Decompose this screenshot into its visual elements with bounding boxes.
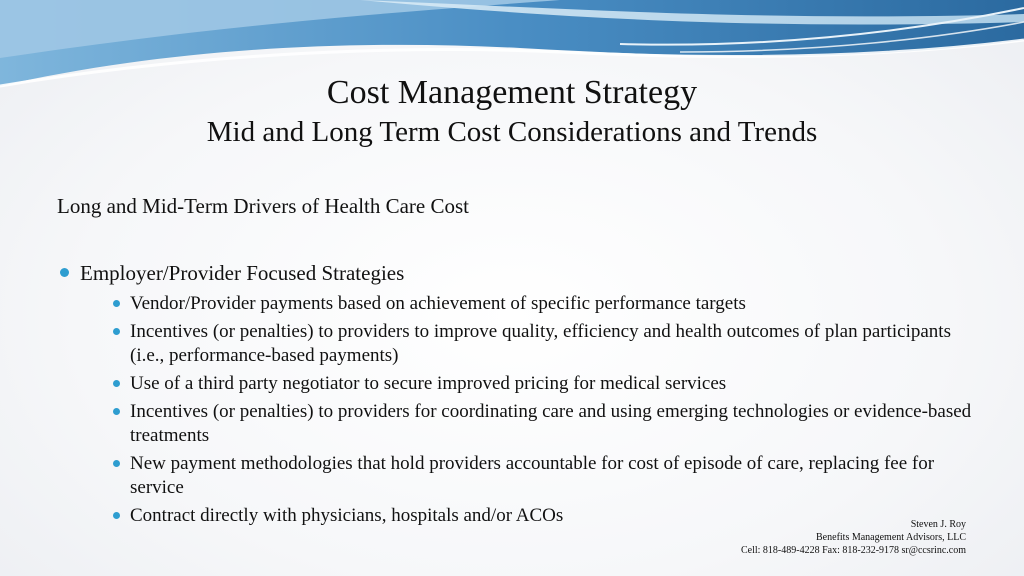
sub-bullet-item [80, 372, 980, 396]
bullet-dot-icon [113, 300, 120, 307]
bullet-dot-icon [113, 512, 120, 519]
presenter-footer [741, 518, 966, 557]
sub-bullet-item [80, 320, 980, 368]
sub-bullet-list [80, 292, 972, 528]
title-block [0, 72, 1024, 150]
bullet-list [60, 260, 972, 532]
bullet-dot-icon [113, 380, 120, 387]
sub-bullet-item [80, 452, 980, 500]
bullet-label: Employer/Provider Focused Strategies [80, 261, 405, 285]
section-heading: Long and Mid-Term Drivers of Health Care Cost [57, 194, 470, 218]
presenter-contact: Cell: 818-489-4228 Fax: 818-232-9178 sr@ccsrinc.com [740, 545, 966, 556]
slide-subtitle: Mid and Long Term Cost Considerations and Trends [206, 116, 818, 148]
sub-bullet-item [80, 400, 980, 448]
sub-bullet-text: New payment methodologies that hold providers accountable for cost of episode of care, replacing fee for service [130, 453, 935, 498]
presenter-company: Benefits Management Advisors, LLC [816, 532, 966, 543]
sub-bullet-item [80, 292, 980, 316]
bullet-dot-icon [113, 328, 120, 335]
sub-bullet-text: Contract directly with physicians, hospitals and/or ACOs [130, 505, 564, 526]
sub-bullet-text: Incentives (or penalties) to providers to improve quality, efficiency and health outcomes of plan participants (i.e., performance-based payments) [130, 321, 951, 366]
bullet-item [60, 260, 972, 528]
sub-bullet-text: Incentives (or penalties) to providers for coordinating care and using emerging technologies or evidence-based treatments [130, 401, 972, 446]
bullet-dot-icon [60, 268, 69, 277]
bullet-dot-icon [113, 460, 120, 467]
sub-bullet-text: Vendor/Provider payments based on achievement of specific performance targets [130, 293, 746, 314]
slide-title: Cost Management Strategy [326, 74, 698, 111]
bullet-dot-icon [113, 408, 120, 415]
sub-bullet-text: Use of a third party negotiator to secure improved pricing for medical services [130, 373, 727, 394]
presenter-name: Steven J. Roy [910, 519, 966, 530]
